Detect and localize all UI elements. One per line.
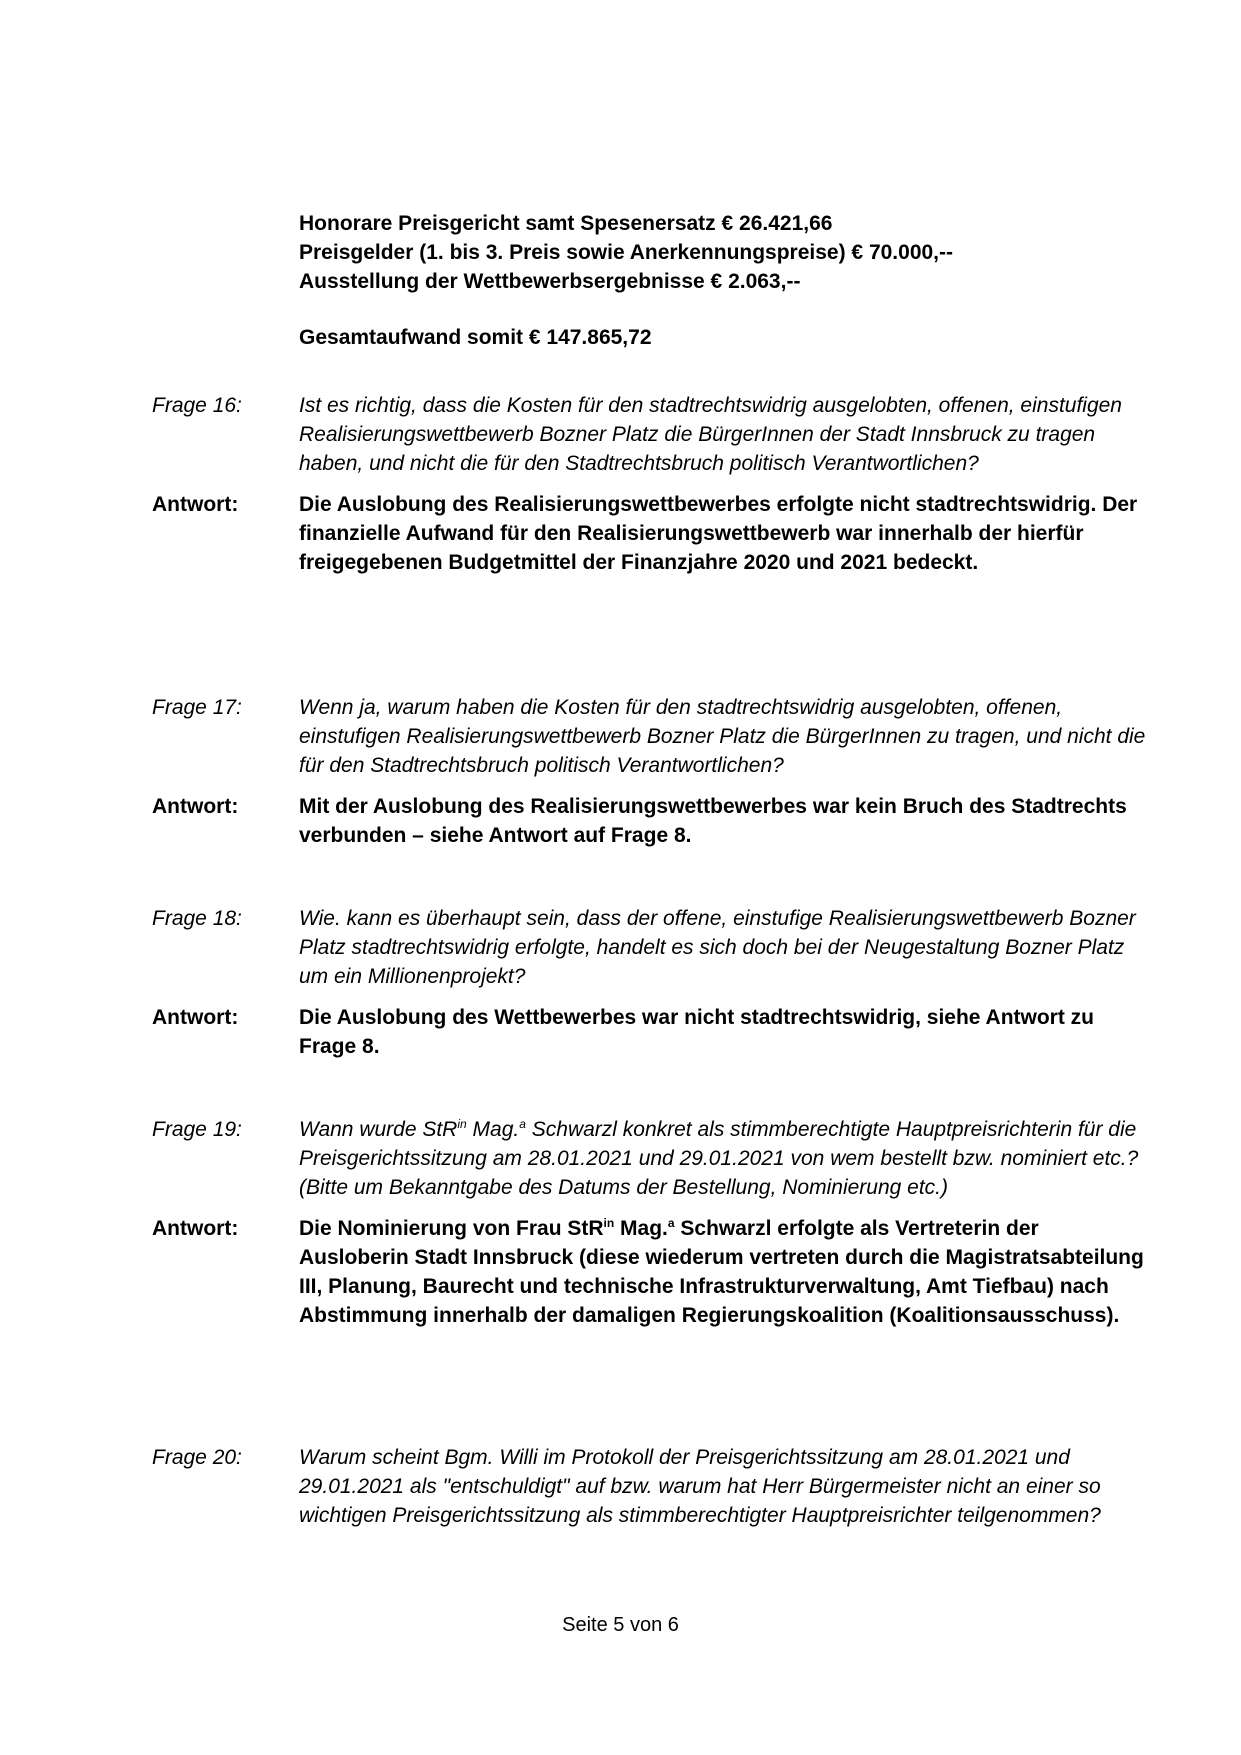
question-text: Wenn ja, warum haben die Kosten für den stadtrechtswidrig ausgelobten, offenen, einstufigen Realisierungswettbewerb Bozner Platz die BürgerInnen zu tragen, und nicht die für den Stadtrechtsbruch politisch Verantwortlichen? <box>299 696 1146 777</box>
cost-line-jury: Honorare Preisgericht samt Spesenersatz € 26.421,66 <box>299 212 833 235</box>
question-text: Wie. kann es überhaupt sein, dass der offene, einstufige Realisierungswettbewerb Bozner Platz stadtrechtswidrig erfolgte, handelt es sich doch bei der Neugestaltung Bozner Platz um ein Millionenprojekt? <box>299 907 1136 988</box>
question-block-18 <box>152 904 1152 1061</box>
question-label: Frage 19: <box>152 1118 242 1141</box>
question-block-16 <box>152 391 1152 577</box>
cost-summary <box>299 209 1159 352</box>
question-text: Wann wurde StR$^{in}$ Mag.$^a$ Schwarzl konkret als stimmberechtigte Hauptpreisrichterin für die Preisgerichtssitzung am 28.01.2021 und 29.01.2021 von wem bestellt bzw. nominiert etc.? (Bitte um Bekanntgabe des Datums der Bestellung, Nominierung etc.) <box>299 1117 1139 1199</box>
question-block-19 <box>152 1115 1152 1330</box>
answer-19 <box>152 1214 1152 1330</box>
page-number: Seite 5 von 6 <box>562 1614 679 1636</box>
question-label: Frage 20: <box>152 1446 242 1469</box>
answer-text: Die Nominierung von Frau StR$^{in}$ Mag.$^a$ Schwarzl erfolgte als Vertreterin der Ausloberin Stadt Innsbruck (diese wiederum vertreten durch die Magistratsabteilung III, Planung, Baurecht und technische Infrastrukturverwaltung, Amt Tiefbau) nach Abstimmung innerhalb der damaligen Regierungskoalition (Koalitionsausschuss). <box>299 1216 1144 1327</box>
question-18 <box>152 904 1152 991</box>
question-17 <box>152 693 1152 780</box>
answer-label: Antwort: <box>152 493 239 516</box>
answer-16 <box>152 490 1152 577</box>
answer-label: Antwort: <box>152 795 239 818</box>
question-block-20 <box>152 1443 1152 1530</box>
question-block-17 <box>152 693 1152 850</box>
question-16 <box>152 391 1152 478</box>
question-label: Frage 17: <box>152 696 242 719</box>
question-20 <box>152 1443 1152 1530</box>
cost-total: Gesamtaufwand somit € 147.865,72 <box>299 326 652 349</box>
question-text: Warum scheint Bgm. Willi im Protokoll der Preisgerichtssitzung am 28.01.2021 und 29.01.2021 als "entschuldigt" auf bzw. warum hat Herr Bürgermeister nicht an einer so wichtigen Preisgerichtssitzung als stimmberechtigter Hauptpreisrichter teilgenommen? <box>299 1446 1101 1527</box>
answer-text: Die Auslobung des Realisierungswettbewerbes erfolgte nicht stadtrechtswidrig. Der finanzielle Aufwand für den Realisierungswettbewerb war innerhalb der hierfür freigegebenen Budgetmittel der Finanzjahre 2020 und 2021 bedeckt. <box>299 493 1138 574</box>
question-label: Frage 16: <box>152 394 242 417</box>
answer-17 <box>152 792 1152 850</box>
cost-line-exhibition: Ausstellung der Wettbewerbsergebnisse € 2.063,-- <box>299 270 801 293</box>
question-label: Frage 18: <box>152 907 242 930</box>
question-text: Ist es richtig, dass die Kosten für den stadtrechtswidrig ausgelobten, offenen, einstufigen Realisierungswettbewerb Bozner Platz die BürgerInnen der Stadt Innsbruck zu tragen haben, und nicht die für den Stadtrechtsbruch politisch Verantwortlichen? <box>299 394 1122 475</box>
answer-text: Die Auslobung des Wettbewerbes war nicht stadtrechtswidrig, siehe Antwort zu Frage 8. <box>299 1006 1095 1058</box>
answer-text: Mit der Auslobung des Realisierungswettbewerbes war kein Bruch des Stadtrechts verbunden – siehe Antwort auf Frage 8. <box>299 795 1127 847</box>
answer-label: Antwort: <box>152 1006 239 1029</box>
cost-line-prizes: Preisgelder (1. bis 3. Preis sowie Anerkennungspreise) € 70.000,-- <box>299 241 953 264</box>
answer-label: Antwort: <box>152 1217 239 1240</box>
question-19 <box>152 1115 1152 1202</box>
answer-18 <box>152 1003 1152 1061</box>
